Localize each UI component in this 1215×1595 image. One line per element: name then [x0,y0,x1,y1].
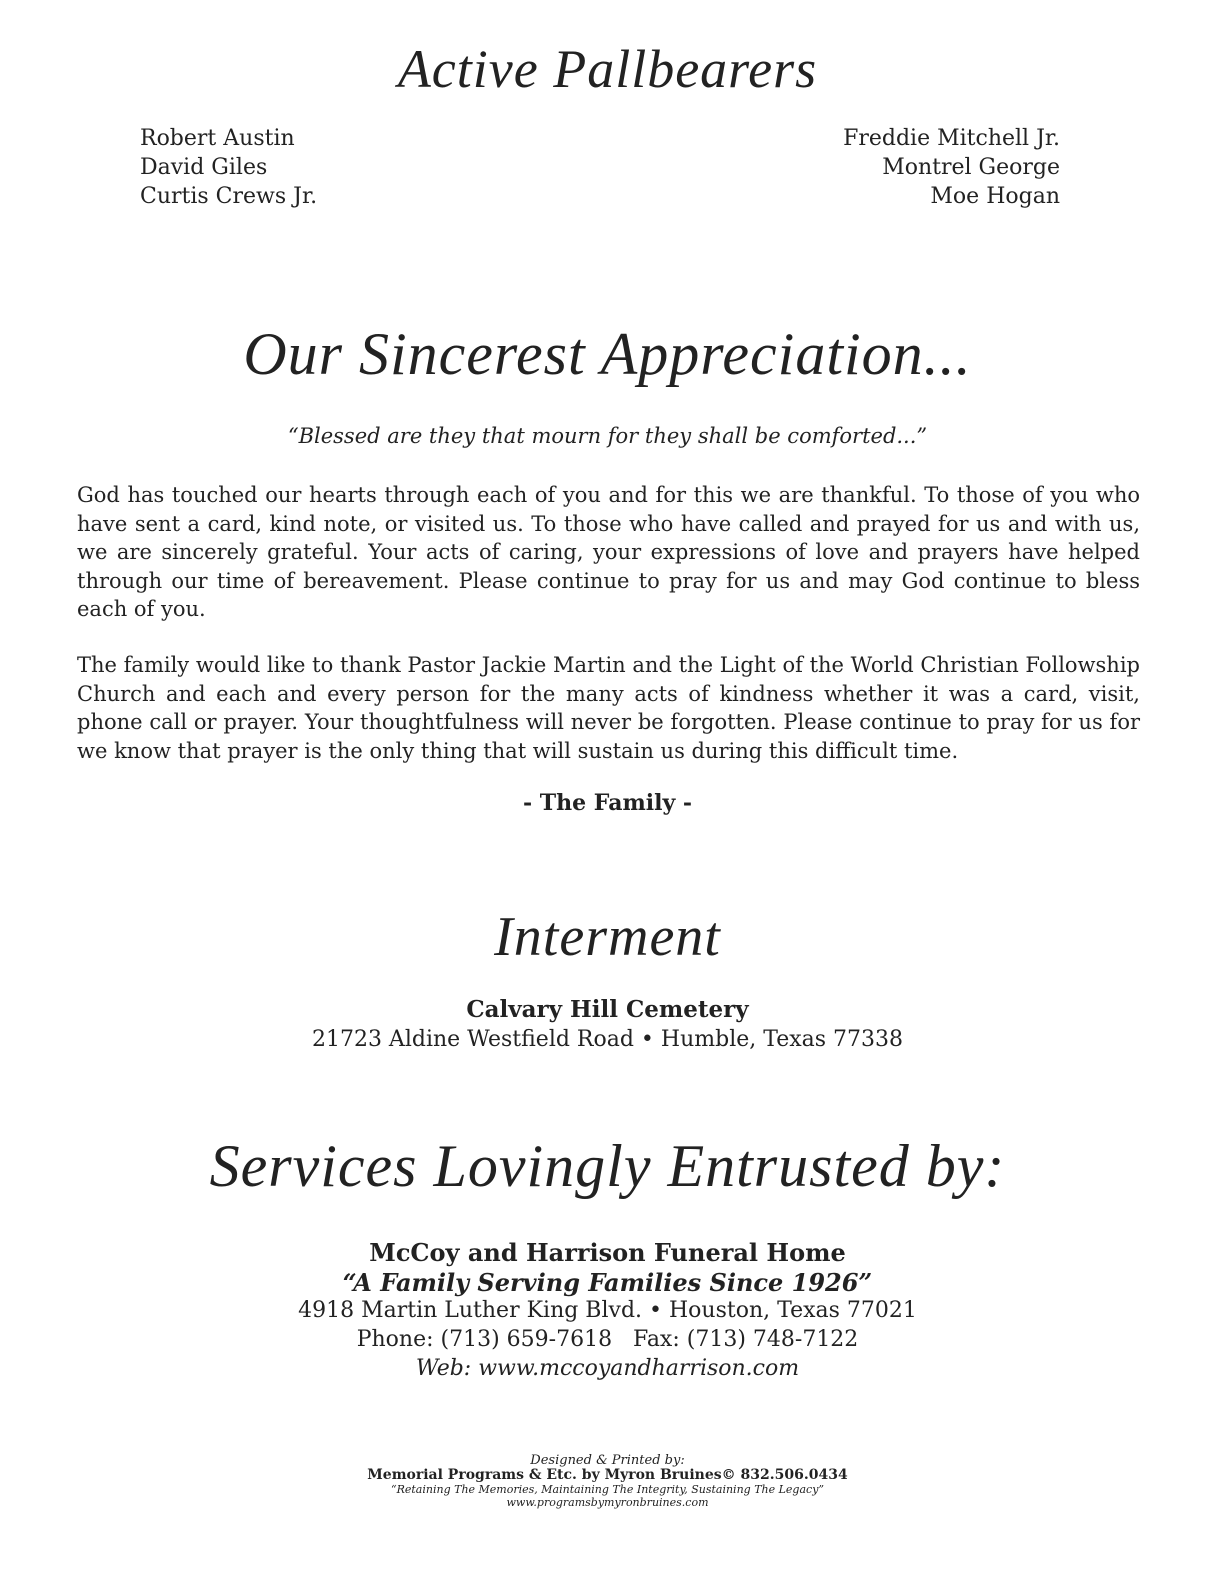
credit-motto: “Retaining The Memories, Maintaining The Integrity, Sustaining The Legacy” [390,1483,825,1496]
credit-website: www.programsbymyronbruines.com [506,1496,709,1509]
pallbearers-heading: Active Pallbearers [397,39,818,99]
credit-designed-by: Designed & Printed by: [530,1453,685,1468]
funeral-home-name: McCoy and Harrison Funeral Home [369,1238,846,1267]
pallbearer-name: Montrel George [882,155,1060,180]
pallbearer-name: David Giles [140,155,268,180]
scripture-verse: “Blessed are they that mourn for they shall be comforted...” [287,424,928,448]
thanks-paragraph: The family would like to thank Pastor Jackie Martin and the Light of the World Christian Followship Church and each and every person for the many acts of kindness whether it was a card, visit, phone call or prayer. Your thoughtfulness will never be forgotten. Please continue to pray for us for we know that prayer is the only thing that will sustain us during this difficult time. [77,653,1140,763]
pallbearers-left-list [140,124,317,211]
funeral-home-slogan: “A Family Serving Families Since 1926” [342,1268,873,1297]
pallbearer-name: Moe Hogan [930,184,1060,209]
appreciation-paragraph: God has touched our hearts through each of you and for this we are thankful. To those of you who have sent a card, kind note, or visited us. To those who have called and prayed for us and with us, we are sincerely grateful. Your acts of caring, your expressions of love and prayers have helped through our time of bereavement. Please continue to pray for us and may God continue to bless each of you. [77,483,1140,622]
pallbearer-name: Freddie Mitchell Jr. [843,126,1060,151]
family-signoff: - The Family - [522,790,693,816]
appreciation-heading: Our Sincerest Appreciation... [243,321,972,387]
funeral-home-website: Web: www.mccoyandharrison.com [415,1356,800,1381]
credit-company: Memorial Programs & Etc. by Myron Bruines© 832.506.0434 [367,1467,848,1483]
pallbearers-right-list [843,124,1060,211]
interment-heading: Interment [494,906,721,968]
services-heading: Services Lovingly Entrusted by: [209,1133,1006,1199]
cemetery-name: Calvary Hill Cemetery [466,996,749,1023]
funeral-home-address: 4918 Martin Luther King Blvd. • Houston, Texas 77021 [298,1298,917,1323]
cemetery-address: 21723 Aldine Westfield Road • Humble, Texas 77338 [311,1027,904,1052]
pallbearer-name: Robert Austin [140,126,295,151]
funeral-home-phone: Phone: (713) 659-7618 Fax: (713) 748-7122 [356,1327,859,1352]
pallbearer-name: Curtis Crews Jr. [140,184,318,209]
